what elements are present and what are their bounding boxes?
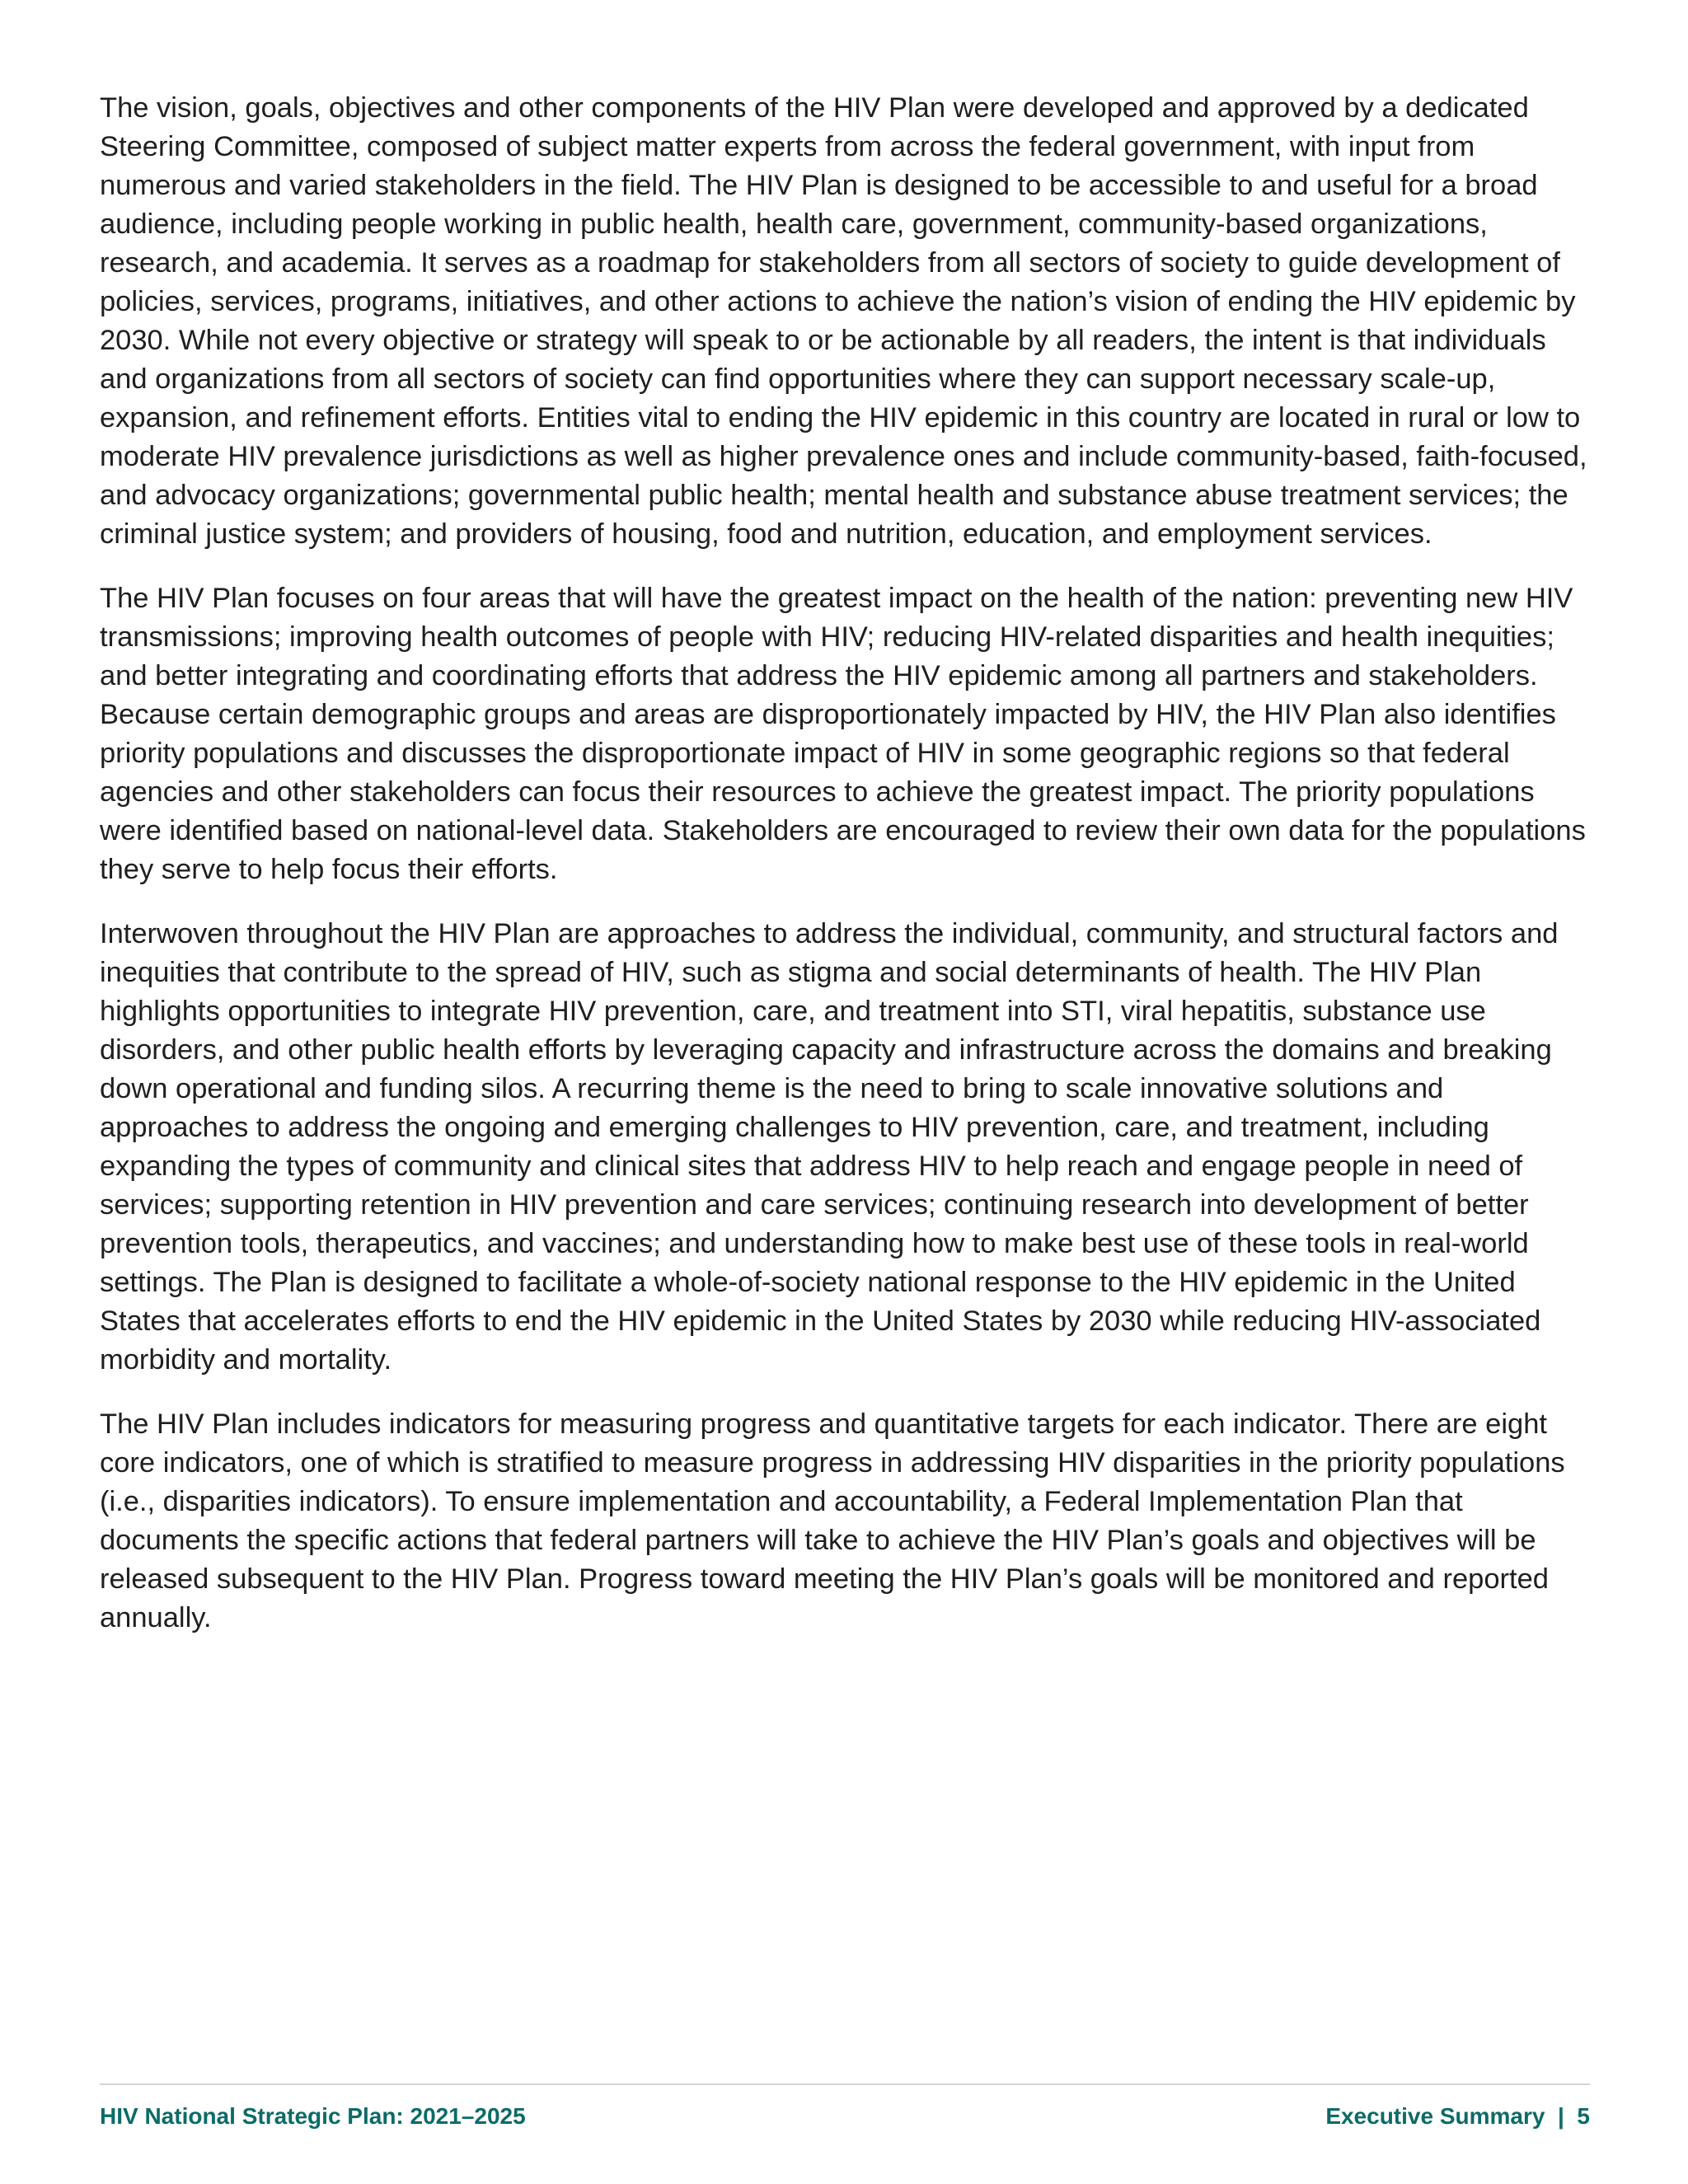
page-footer [100, 2083, 1590, 2130]
page-number: 5 [1577, 2103, 1590, 2129]
footer-section-title: Executive Summary [1325, 2103, 1545, 2129]
footer-separator: | [1558, 2103, 1564, 2129]
document-body [100, 89, 1590, 1663]
body-paragraph-4: The HIV Plan includes indicators for measuring progress and quantitative targets for each indicator. There are eight core indicators, one of which is stratified to measure progress in addressing HIV disparities in the priority populations (i.e., disparities indicators). To ensure implementation and accountability, a Federal Implementation Plan that documents the specific actions that federal partners will take to achieve the HIV Plan’s goals and objectives will be released subsequent to the HIV Plan. Progress toward meeting the HIV Plan’s goals will be monitored and reported annually. [100, 1408, 1565, 1633]
body-paragraph-1: The vision, goals, objectives and other components of the HIV Plan were developed and approved by a dedicated Steering Committee, composed of subject matter experts from across the federal government, with input from numerous and varied stakeholders in the field. The HIV Plan is designed to be accessible to and useful for a broad audience, including people working in public health, health care, government, community-based organizations, research, and academia. It serves as a roadmap for stakeholders from all sectors of society to guide development of policies, services, programs, initiatives, and other actions to achieve the nation’s vision of ending the HIV epidemic by 2030. While not every objective or strategy will speak to or be actionable by all readers, the intent is that individuals and organizations from all sectors of society can find opportunities where they can support necessary scale-up, expansion, and refinement efforts. Entities vital to ending the HIV epidemic in this country are located in rural or low to moderate HIV prevalence jurisdictions as well as higher prevalence ones and include community-based, faith-focused, and advocacy organizations; governmental public health; mental health and substance abuse treatment services; the criminal justice system; and providers of housing, food and nutrition, education, and employment services. [100, 92, 1587, 550]
body-paragraph-3: Interwoven throughout the HIV Plan are approaches to address the individual, community, and structural factors and inequities that contribute to the spread of HIV, such as stigma and social determinants of health. The HIV Plan highlights opportunities to integrate HIV prevention, care, and treatment into STI, viral hepatitis, substance use disorders, and other public health efforts by leveraging capacity and infrastructure across the domains and breaking down operational and funding silos. A recurring theme is the need to bring to scale innovative solutions and approaches to address the ongoing and emerging challenges to HIV prevention, care, and treatment, including expanding the types of community and clinical sites that address HIV to help reach and engage people in need of services; supporting retention in HIV prevention and care services; continuing research into development of better prevention tools, therapeutics, and vaccines; and understanding how to make best use of these tools in real-world settings. The Plan is designed to facilitate a whole-of-society national response to the HIV epidemic in the United States that accelerates efforts to end the HIV epidemic in the United States by 2030 while reducing HIV-associated morbidity and mortality. [100, 918, 1559, 1376]
footer-section-page [1325, 2103, 1590, 2130]
footer-row [100, 2103, 1590, 2130]
body-paragraph-2: The HIV Plan focuses on four areas that will have the greatest impact on the health of the nation: preventing new HIV transmissions; improving health outcomes of people with HIV; reducing HIV-related disparities and health inequities; and better integrating and coordinating efforts that address the HIV epidemic among all partners and stakeholders. Because certain demographic groups and areas are disproportionately impacted by HIV, the HIV Plan also identifies priority populations and discusses the disproportionate impact of HIV in some geographic regions so that federal agencies and other stakeholders can focus their resources to achieve the greatest impact. The priority populations were identified based on national-level data. Stakeholders are encouraged to review their own data for the populations they serve to help focus their efforts. [100, 583, 1586, 885]
footer-document-title: HIV National Strategic Plan: 2021–2025 [100, 2103, 526, 2129]
